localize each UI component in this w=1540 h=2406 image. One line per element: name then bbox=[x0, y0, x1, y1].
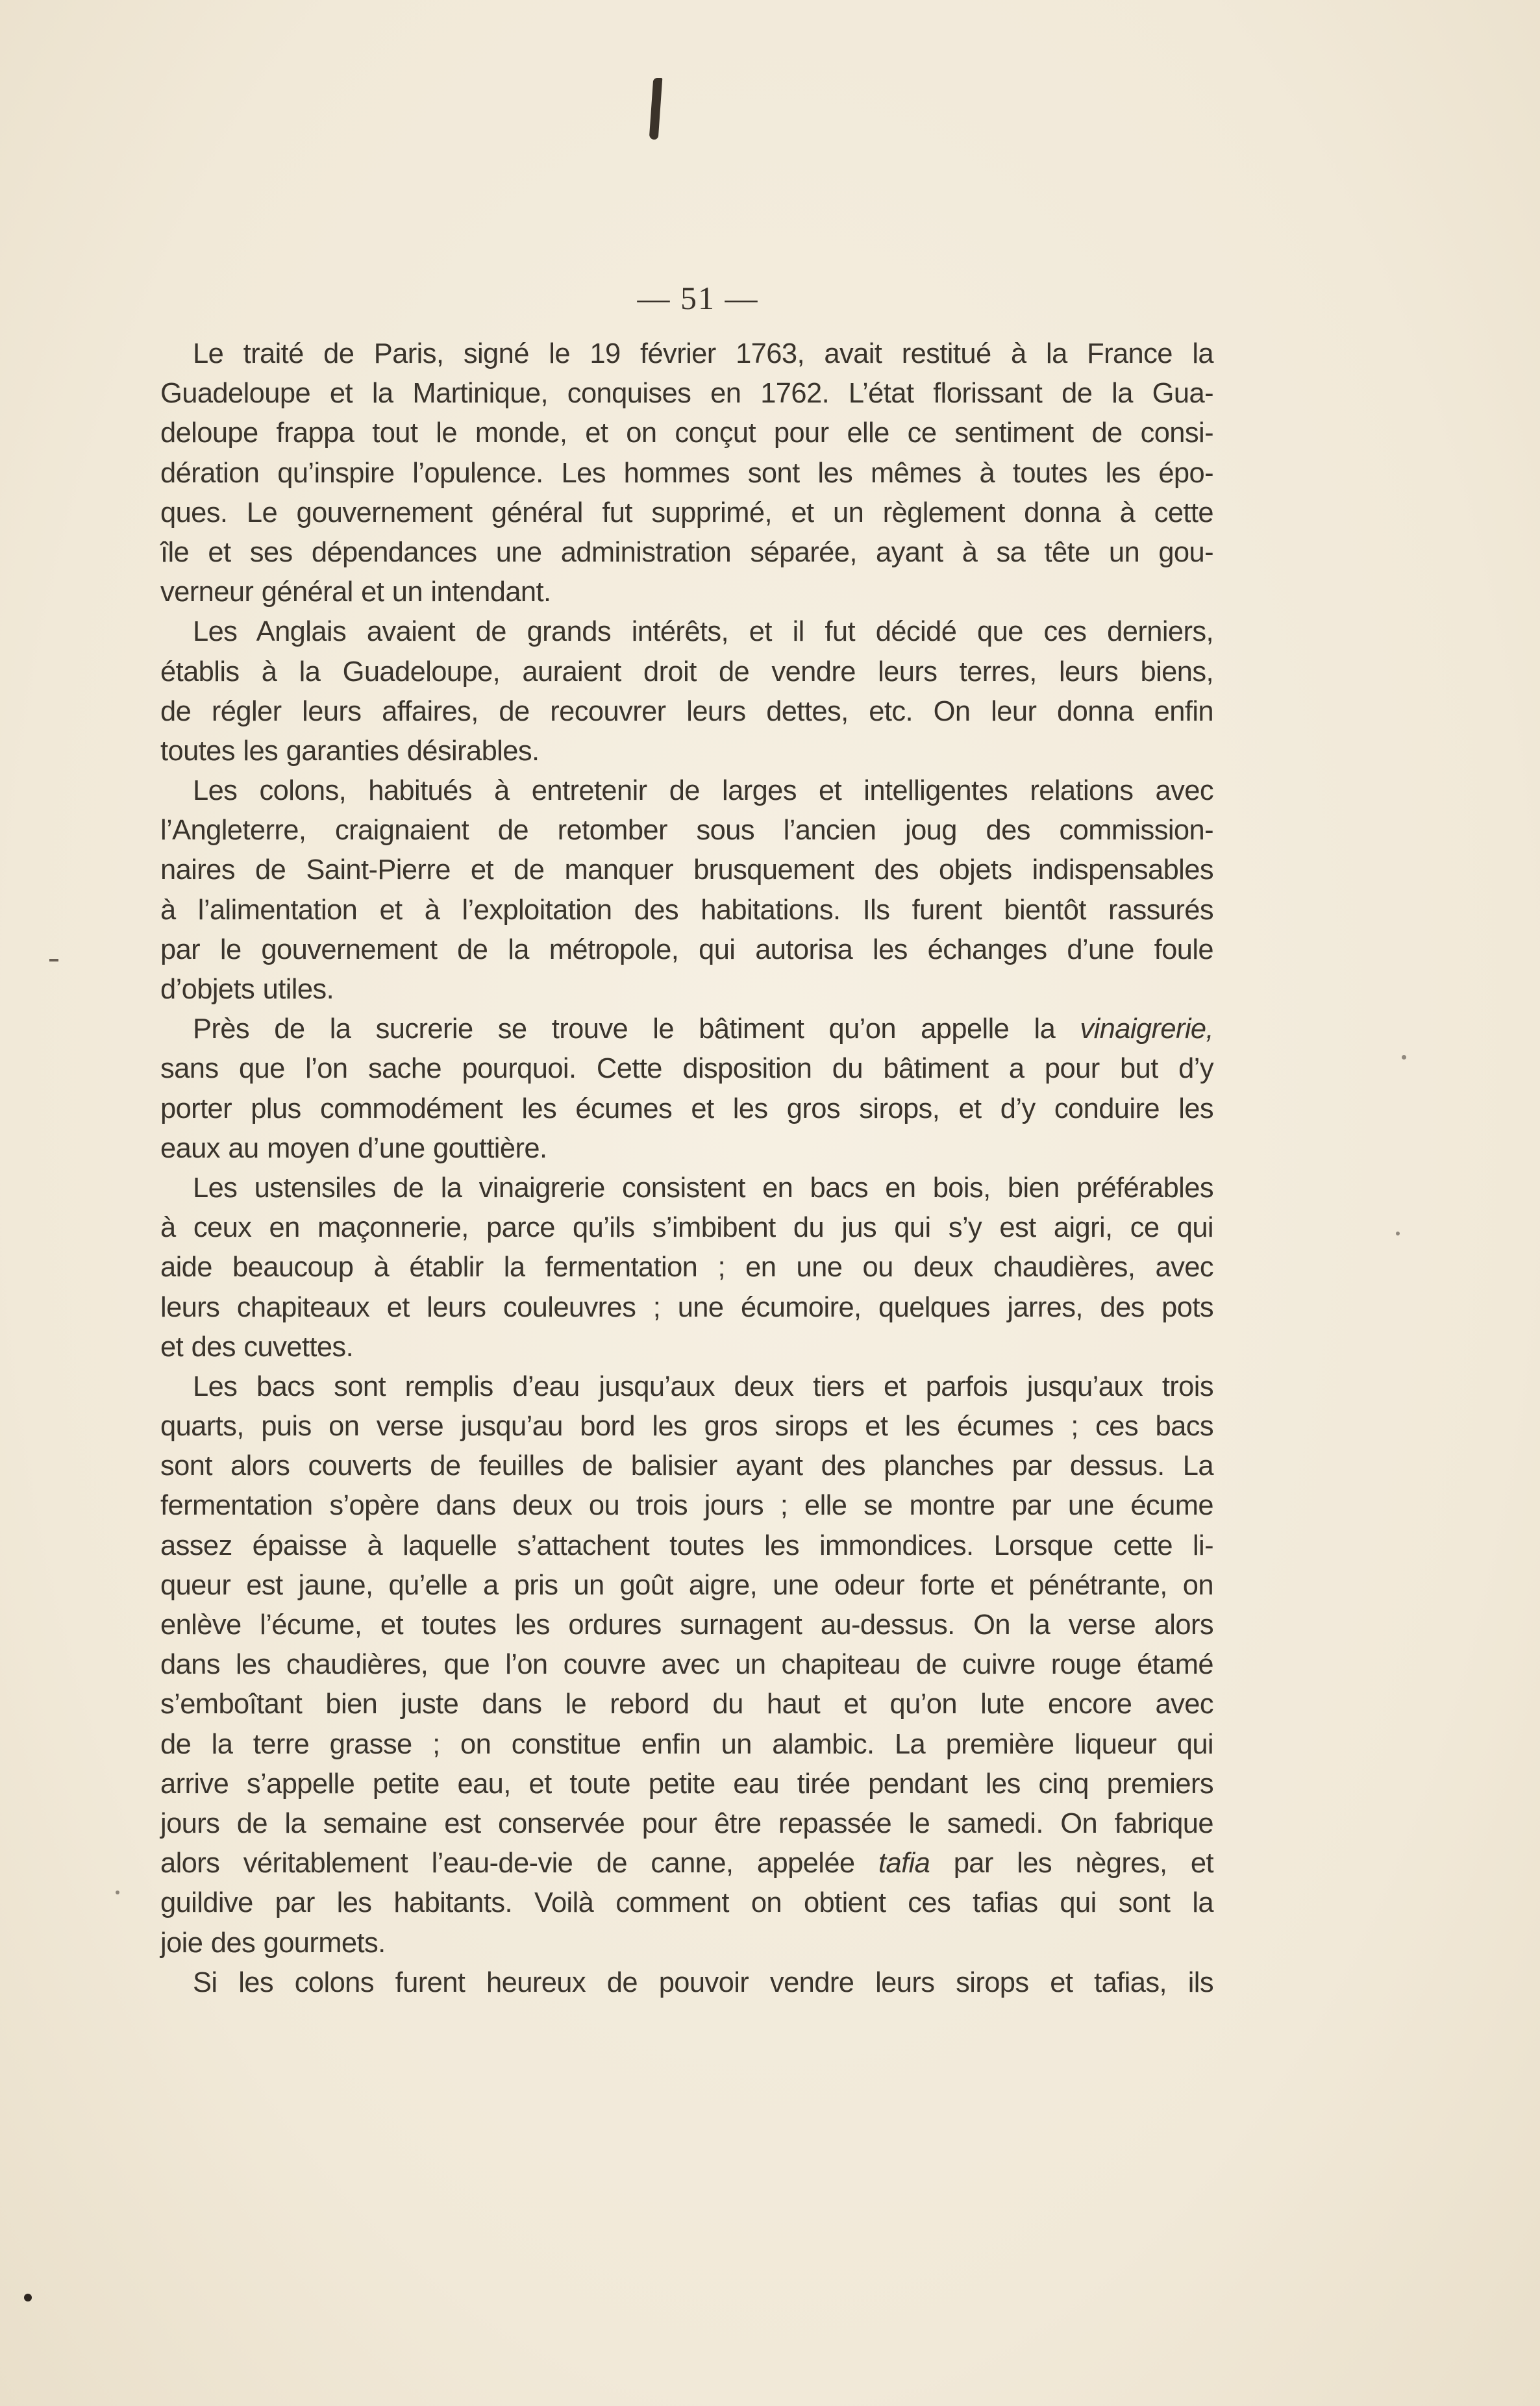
text-line bbox=[160, 652, 1213, 692]
text-line bbox=[160, 1010, 1213, 1049]
text-line bbox=[160, 1367, 1213, 1407]
line-text: à ceux en maçonnerie, parce qu’ils s’imbibent du jus qui s’y est aigri, ce qui bbox=[160, 1212, 1213, 1244]
text-line bbox=[160, 1924, 1213, 1963]
text-line bbox=[160, 1248, 1213, 1287]
text-line bbox=[160, 1526, 1213, 1566]
line-text: arrive s’appelle petite eau, et toute petite eau tirée pendant les cinq premiers bbox=[160, 1768, 1213, 1800]
ink-mark bbox=[649, 78, 663, 140]
line-text: sont alors couverts de feuilles de balisier ayant des planches par dessus. La bbox=[160, 1450, 1213, 1482]
text-line bbox=[160, 612, 1213, 652]
text-line bbox=[160, 1288, 1213, 1328]
text-line bbox=[160, 1169, 1213, 1208]
line-text: enlève l’écume, et toutes les ordures surnagent au-dessus. On la verse alors bbox=[160, 1609, 1213, 1641]
text-line bbox=[160, 374, 1213, 414]
line-text: et des cuvettes. bbox=[160, 1331, 354, 1363]
line-text: sans que l’on sache pourquoi. Cette disposition du bâtiment a pour but d’y bbox=[160, 1053, 1213, 1085]
text-line bbox=[160, 1129, 1213, 1169]
text-line bbox=[160, 454, 1213, 493]
text-line bbox=[160, 692, 1213, 732]
page-number: — 51 — bbox=[637, 280, 759, 316]
line-text: Les colons, habitués à entretenir de larges et intelligentes relations avec bbox=[193, 775, 1213, 807]
italic-term: vinaigrerie, bbox=[1080, 1013, 1213, 1045]
ink-speck bbox=[1396, 1232, 1400, 1235]
line-text: alors véritablement l’eau-de-vie de canne, appelée bbox=[160, 1848, 878, 1879]
text-line bbox=[160, 970, 1213, 1010]
line-text: verneur général et un intendant. bbox=[160, 577, 551, 608]
text-line bbox=[160, 1645, 1213, 1685]
text-line bbox=[160, 1883, 1213, 1923]
line-text: île et ses dépendances une administration séparée, ayant à sa tête un gou- bbox=[160, 536, 1213, 568]
text-line bbox=[160, 850, 1213, 890]
text-line bbox=[160, 1407, 1213, 1446]
line-text: quarts, puis on verse jusqu’au bord les gros sirops et les écumes ; ces bacs bbox=[160, 1411, 1213, 1443]
line-text: par le gouvernement de la métropole, qui autorisa les échanges d’une foule bbox=[160, 934, 1213, 965]
text-line bbox=[160, 334, 1213, 374]
text-line bbox=[160, 414, 1213, 453]
text-line bbox=[160, 771, 1213, 811]
text-line bbox=[160, 533, 1213, 573]
line-text: fermentation s’opère dans deux ou trois jours ; elle se montre par une écume bbox=[160, 1490, 1213, 1522]
line-text: d’objets utiles. bbox=[160, 974, 334, 1005]
text-line bbox=[160, 1725, 1213, 1765]
text-line bbox=[160, 1089, 1213, 1129]
line-text: Si les colons furent heureux de pouvoir vendre leurs sirops et tafias, ils bbox=[193, 1966, 1213, 1998]
line-text: Les Anglais avaient de grands intérêts, et il fut décidé que ces derniers, bbox=[193, 616, 1213, 648]
line-text: établis à la Guadeloupe, auraient droit de vendre leurs terres, leurs biens, bbox=[160, 656, 1213, 688]
text-line bbox=[160, 1963, 1213, 2003]
line-text: à l’alimentation et à l’exploitation des habitations. Ils furent bientôt rassurés bbox=[160, 894, 1213, 926]
line-text: deloupe frappa tout le monde, et on conçut pour elle ce sentiment de consi- bbox=[160, 417, 1213, 449]
text-line bbox=[160, 1446, 1213, 1486]
text-line bbox=[160, 930, 1213, 970]
text-line bbox=[160, 1049, 1213, 1089]
line-text: dération qu’inspire l’opulence. Les hommes sont les mêmes à toutes les épo- bbox=[160, 457, 1213, 489]
text-line bbox=[160, 1606, 1213, 1645]
line-text: Guadeloupe et la Martinique, conquises en 1762. L’état florissant de la Gua- bbox=[160, 378, 1213, 410]
text-line bbox=[160, 1486, 1213, 1526]
line-text: Le traité de Paris, signé le 19 février 1763, avait restitué à la France la bbox=[193, 338, 1213, 369]
line-text: jours de la semaine est conservée pour être repassée le samedi. On fabrique bbox=[160, 1807, 1213, 1839]
line-text: porter plus commodément les écumes et les gros sirops, et d’y conduire les bbox=[160, 1093, 1213, 1124]
text-line bbox=[160, 811, 1213, 850]
line-text: Les ustensiles de la vinaigrerie consistent en bacs en bois, bien préférables bbox=[193, 1172, 1213, 1204]
text-line bbox=[160, 1566, 1213, 1606]
line-text: s’emboîtant bien juste dans le rebord du haut et qu’on lute encore avec bbox=[160, 1689, 1213, 1720]
line-text: dans les chaudières, que l’on couvre avec un chapiteau de cuivre rouge étamé bbox=[160, 1649, 1213, 1681]
line-text: de la terre grasse ; on constitue enfin un alambic. La première liqueur qui bbox=[160, 1728, 1213, 1760]
line-text: ques. Le gouvernement général fut supprimé, et un règlement donna à cette bbox=[160, 497, 1213, 528]
italic-term: tafia bbox=[878, 1848, 930, 1879]
line-text: eaux au moyen d’une gouttière. bbox=[160, 1132, 547, 1164]
ink-speck bbox=[1402, 1055, 1406, 1060]
text-line bbox=[160, 1844, 1213, 1883]
line-text: Près de la sucrerie se trouve le bâtiment qu’on appelle la bbox=[193, 1013, 1080, 1045]
margin-mark bbox=[49, 959, 58, 961]
line-text: joie des gourmets. bbox=[160, 1927, 386, 1959]
line-text: de régler leurs affaires, de recouvrer leurs dettes, etc. On leur donna enfin bbox=[160, 695, 1213, 727]
text-line bbox=[160, 1208, 1213, 1248]
line-text-tail: par les nègres, et bbox=[930, 1848, 1213, 1879]
line-text: queur est jaune, qu’elle a pris un goût aigre, une odeur forte et pénétrante, on bbox=[160, 1569, 1213, 1601]
line-text: Les bacs sont remplis d’eau jusqu’aux deux tiers et parfois jusqu’aux trois bbox=[193, 1370, 1213, 1402]
line-text: naires de Saint-Pierre et de manquer brusquement des objets indispensables bbox=[160, 854, 1213, 886]
text-line bbox=[160, 493, 1213, 533]
text-line bbox=[160, 1765, 1213, 1804]
ink-speck bbox=[24, 2294, 32, 2301]
text-line bbox=[160, 573, 1213, 612]
text-line bbox=[160, 1685, 1213, 1724]
line-text: guildive par les habitants. Voilà comment on obtient ces tafias qui sont la bbox=[160, 1887, 1213, 1919]
line-text: l’Angleterre, craignaient de retomber sous l’ancien joug des commission- bbox=[160, 815, 1213, 847]
line-text: toutes les garanties désirables. bbox=[160, 735, 540, 767]
text-line bbox=[160, 1804, 1213, 1844]
line-text: assez épaisse à laquelle s’attachent toutes les immondices. Lorsque cette li- bbox=[160, 1530, 1213, 1561]
ink-speck bbox=[116, 1891, 119, 1894]
line-text: aide beaucoup à établir la fermentation ; en une ou deux chaudières, avec bbox=[160, 1252, 1213, 1284]
body-text bbox=[160, 334, 1213, 2003]
text-line bbox=[160, 1328, 1213, 1367]
text-line bbox=[160, 891, 1213, 930]
line-text: leurs chapiteaux et leurs couleuvres ; une écumoire, quelques jarres, des pots bbox=[160, 1291, 1213, 1323]
text-line bbox=[160, 732, 1213, 771]
